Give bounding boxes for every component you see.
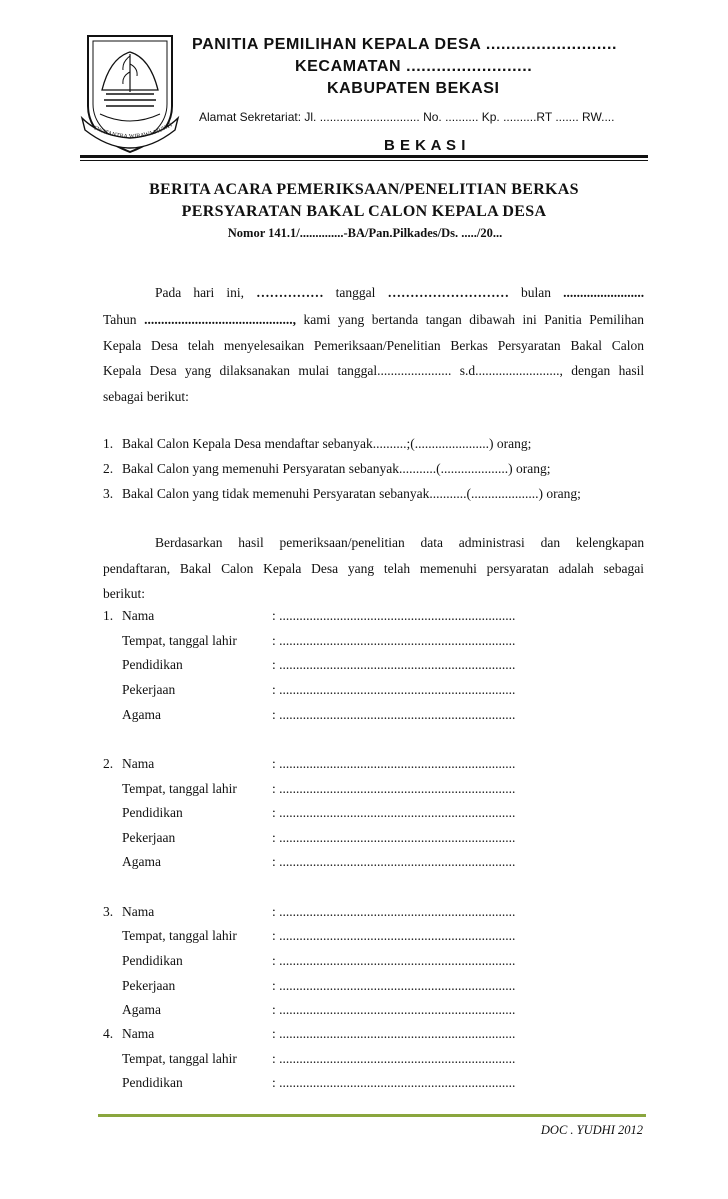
document-title-line-1: BERITA ACARA PEMERIKSAAN/PENELITIAN BERKAS [149, 181, 579, 198]
logo-motto: SWATANTRA WIBAWA MUKTI [92, 122, 174, 141]
footer-label: DOC . YUDHI 2012 [540, 1123, 643, 1137]
district-title: KECAMATAN ......................... [295, 58, 533, 75]
header-rule-thin [80, 160, 648, 161]
intro-line-5: sebagai berikut: [103, 389, 189, 404]
intro-line-1: Pada hari ini, …………… tanggal ……………………… bulan ........................ [155, 285, 644, 300]
logo-emblem [80, 32, 180, 156]
para2-line-1: Berdasarkan hasil pemeriksaan/penelitian data administrasi dan kelengkapan [155, 535, 644, 550]
committee-title: PANITIA PEMILIHAN KEPALA DESA .......................... [192, 36, 618, 53]
footer-rule [98, 1114, 646, 1117]
intro-line-3: Kepala Desa telah menyelesaikan Pemeriksaan/Penelitian Berkas Persyaratan Bakal Calon [103, 338, 644, 353]
para2-line-3: berikut: [103, 586, 145, 601]
intro-line-4: Kepala Desa yang dilaksanakan mulai tanggal...................... s.d........................., dengan hasil [103, 363, 644, 378]
header-rule-thick [80, 155, 648, 158]
secretariat-address: Alamat Sekretariat: Jl. .............................. No. .......... Kp. ..........RT ....... RW.... [199, 110, 615, 124]
document-title-line-2: PERSYARATAN BAKAL CALON KEPALA DESA [181, 203, 547, 220]
document-number: Nomor 141.1/..............-BA/Pan.Pilkades/Ds. ...../20... [227, 226, 503, 240]
para2-line-2: pendaftaran, Bakal Calon Kepala Desa yang telah memenuhi persyaratan adalah sebagai [103, 561, 644, 576]
list-item: 2. Bakal Calon yang memenuhi Persyaratan sebanyak...........(....................) orang; [103, 461, 551, 476]
list-item: 1. Bakal Calon Kepala Desa mendaftar sebanyak..........;(......................) orang; [103, 436, 532, 451]
list-item: 3. Bakal Calon yang tidak memenuhi Persyaratan sebanyak...........(....................) orang; [103, 486, 581, 501]
regency-title: KABUPATEN BEKASI [327, 80, 500, 97]
city-name: B E K A S I [384, 137, 466, 154]
intro-line-2: Tahun ............................................, kami yang bertanda tangan dibawah ini Panitia Pemilihan [103, 312, 644, 327]
